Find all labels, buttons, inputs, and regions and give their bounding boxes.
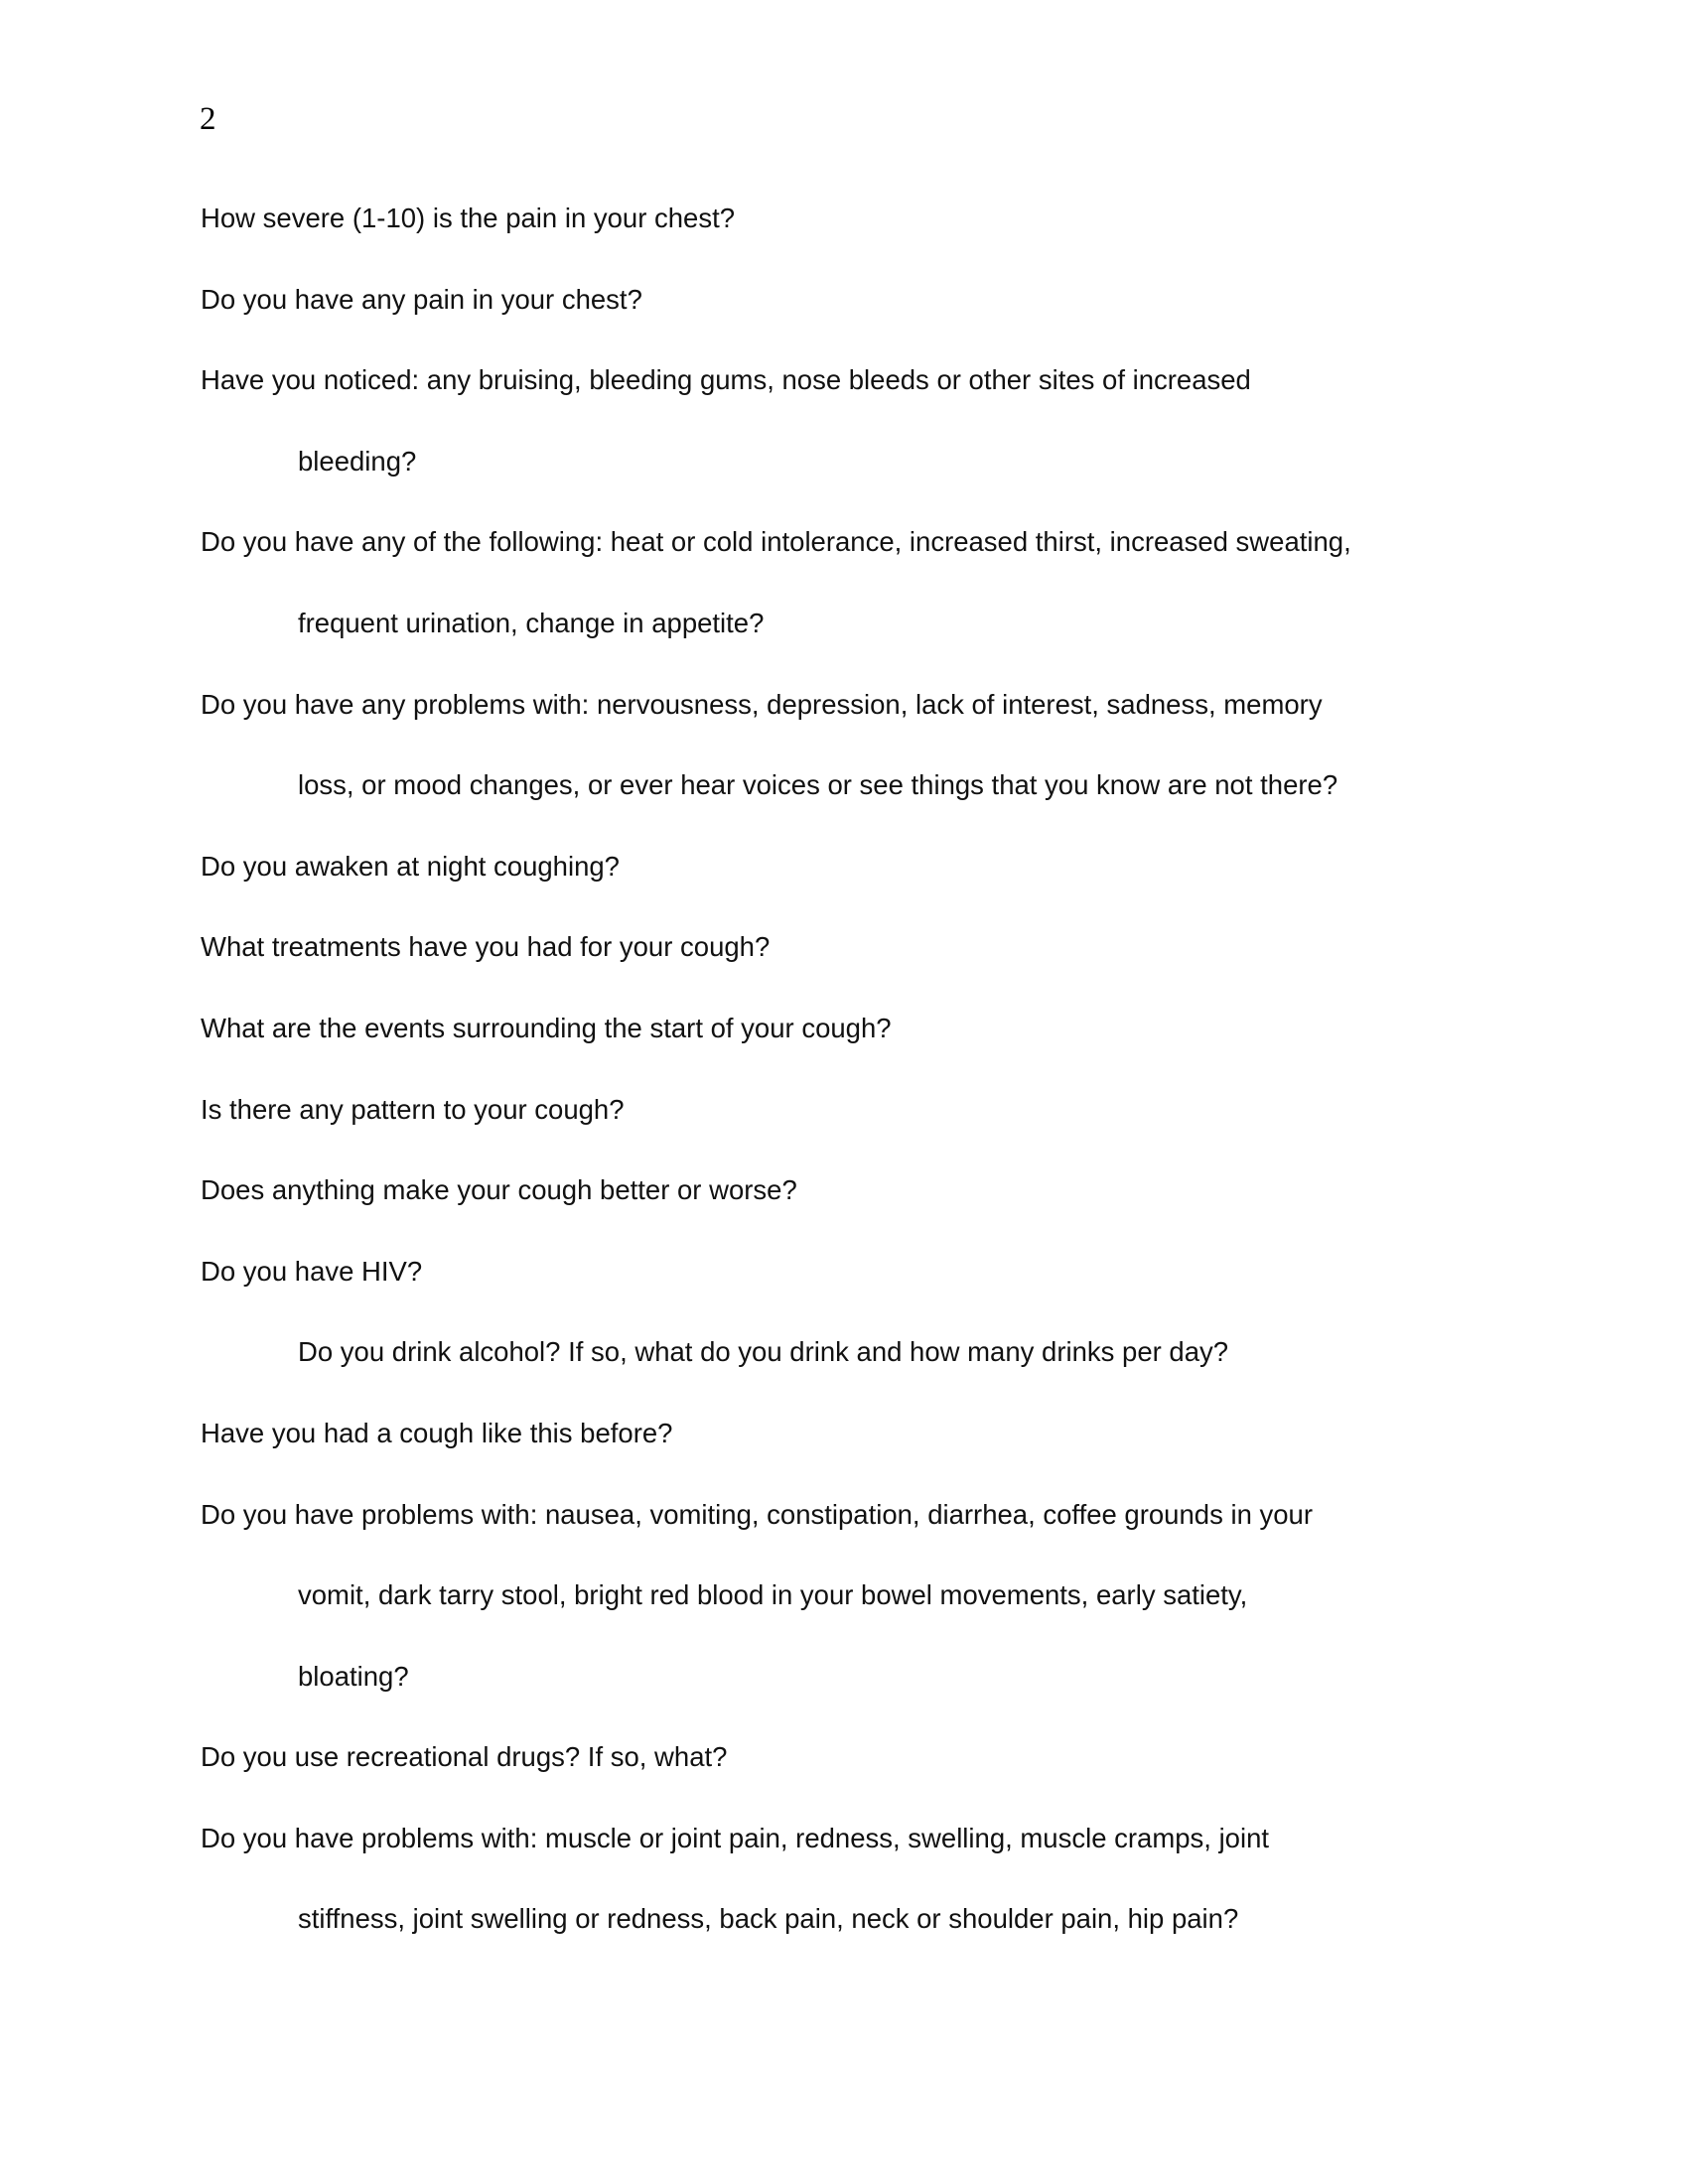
text-line-indented: Do you drink alcohol? If so, what do you drink and how many drinks per day? [298,1336,1229,1368]
text-line: Does anything make your cough better or worse? [201,1174,797,1206]
text-line: Have you had a cough like this before? [201,1417,673,1448]
page-number: 2 [200,101,216,137]
text-line-continuation: bleeding? [298,445,417,477]
document-body [201,192,1351,1974]
text-line: Do you have any problems with: nervousness, depression, lack of interest, sadness, memory [201,688,1323,720]
text-line: How severe (1-10) is the pain in your chest? [201,203,736,233]
text-line: What treatments have you had for your cough? [201,931,771,963]
text-line-continuation: frequent urination, change in appetite? [298,607,765,638]
text-line-continuation: bloating? [298,1660,409,1692]
text-line: Do you have problems with: muscle or joint pain, redness, swelling, muscle cramps, joint [201,1822,1270,1853]
text-line-continuation: vomit, dark tarry stool, bright red blood in your bowel movements, early satiety, [298,1579,1248,1611]
text-line: Do you awaken at night coughing? [201,850,620,882]
text-line: Do you have problems with: nausea, vomiting, constipation, diarrhea, coffee grounds in your [201,1498,1313,1530]
text-line: Do you have any of the following: heat or cold intolerance, increased thirst, increased sweating, [201,526,1351,558]
text-line: Is there any pattern to your cough? [201,1093,625,1125]
text-line-continuation: loss, or mood changes, or ever hear voices or see things that you know are not there? [298,769,1338,801]
text-line: Do you use recreational drugs? If so, what? [201,1741,728,1773]
text-line: Do you have any pain in your chest? [201,283,642,315]
text-line: Have you noticed: any bruising, bleeding gums, nose bleeds or other sites of increased [201,364,1251,396]
text-line-continuation: stiffness, joint swelling or redness, back pain, neck or shoulder pain, hip pain? [298,1903,1239,1935]
text-line: Do you have HIV? [201,1255,423,1287]
text-line: What are the events surrounding the start of your cough? [201,1012,892,1043]
